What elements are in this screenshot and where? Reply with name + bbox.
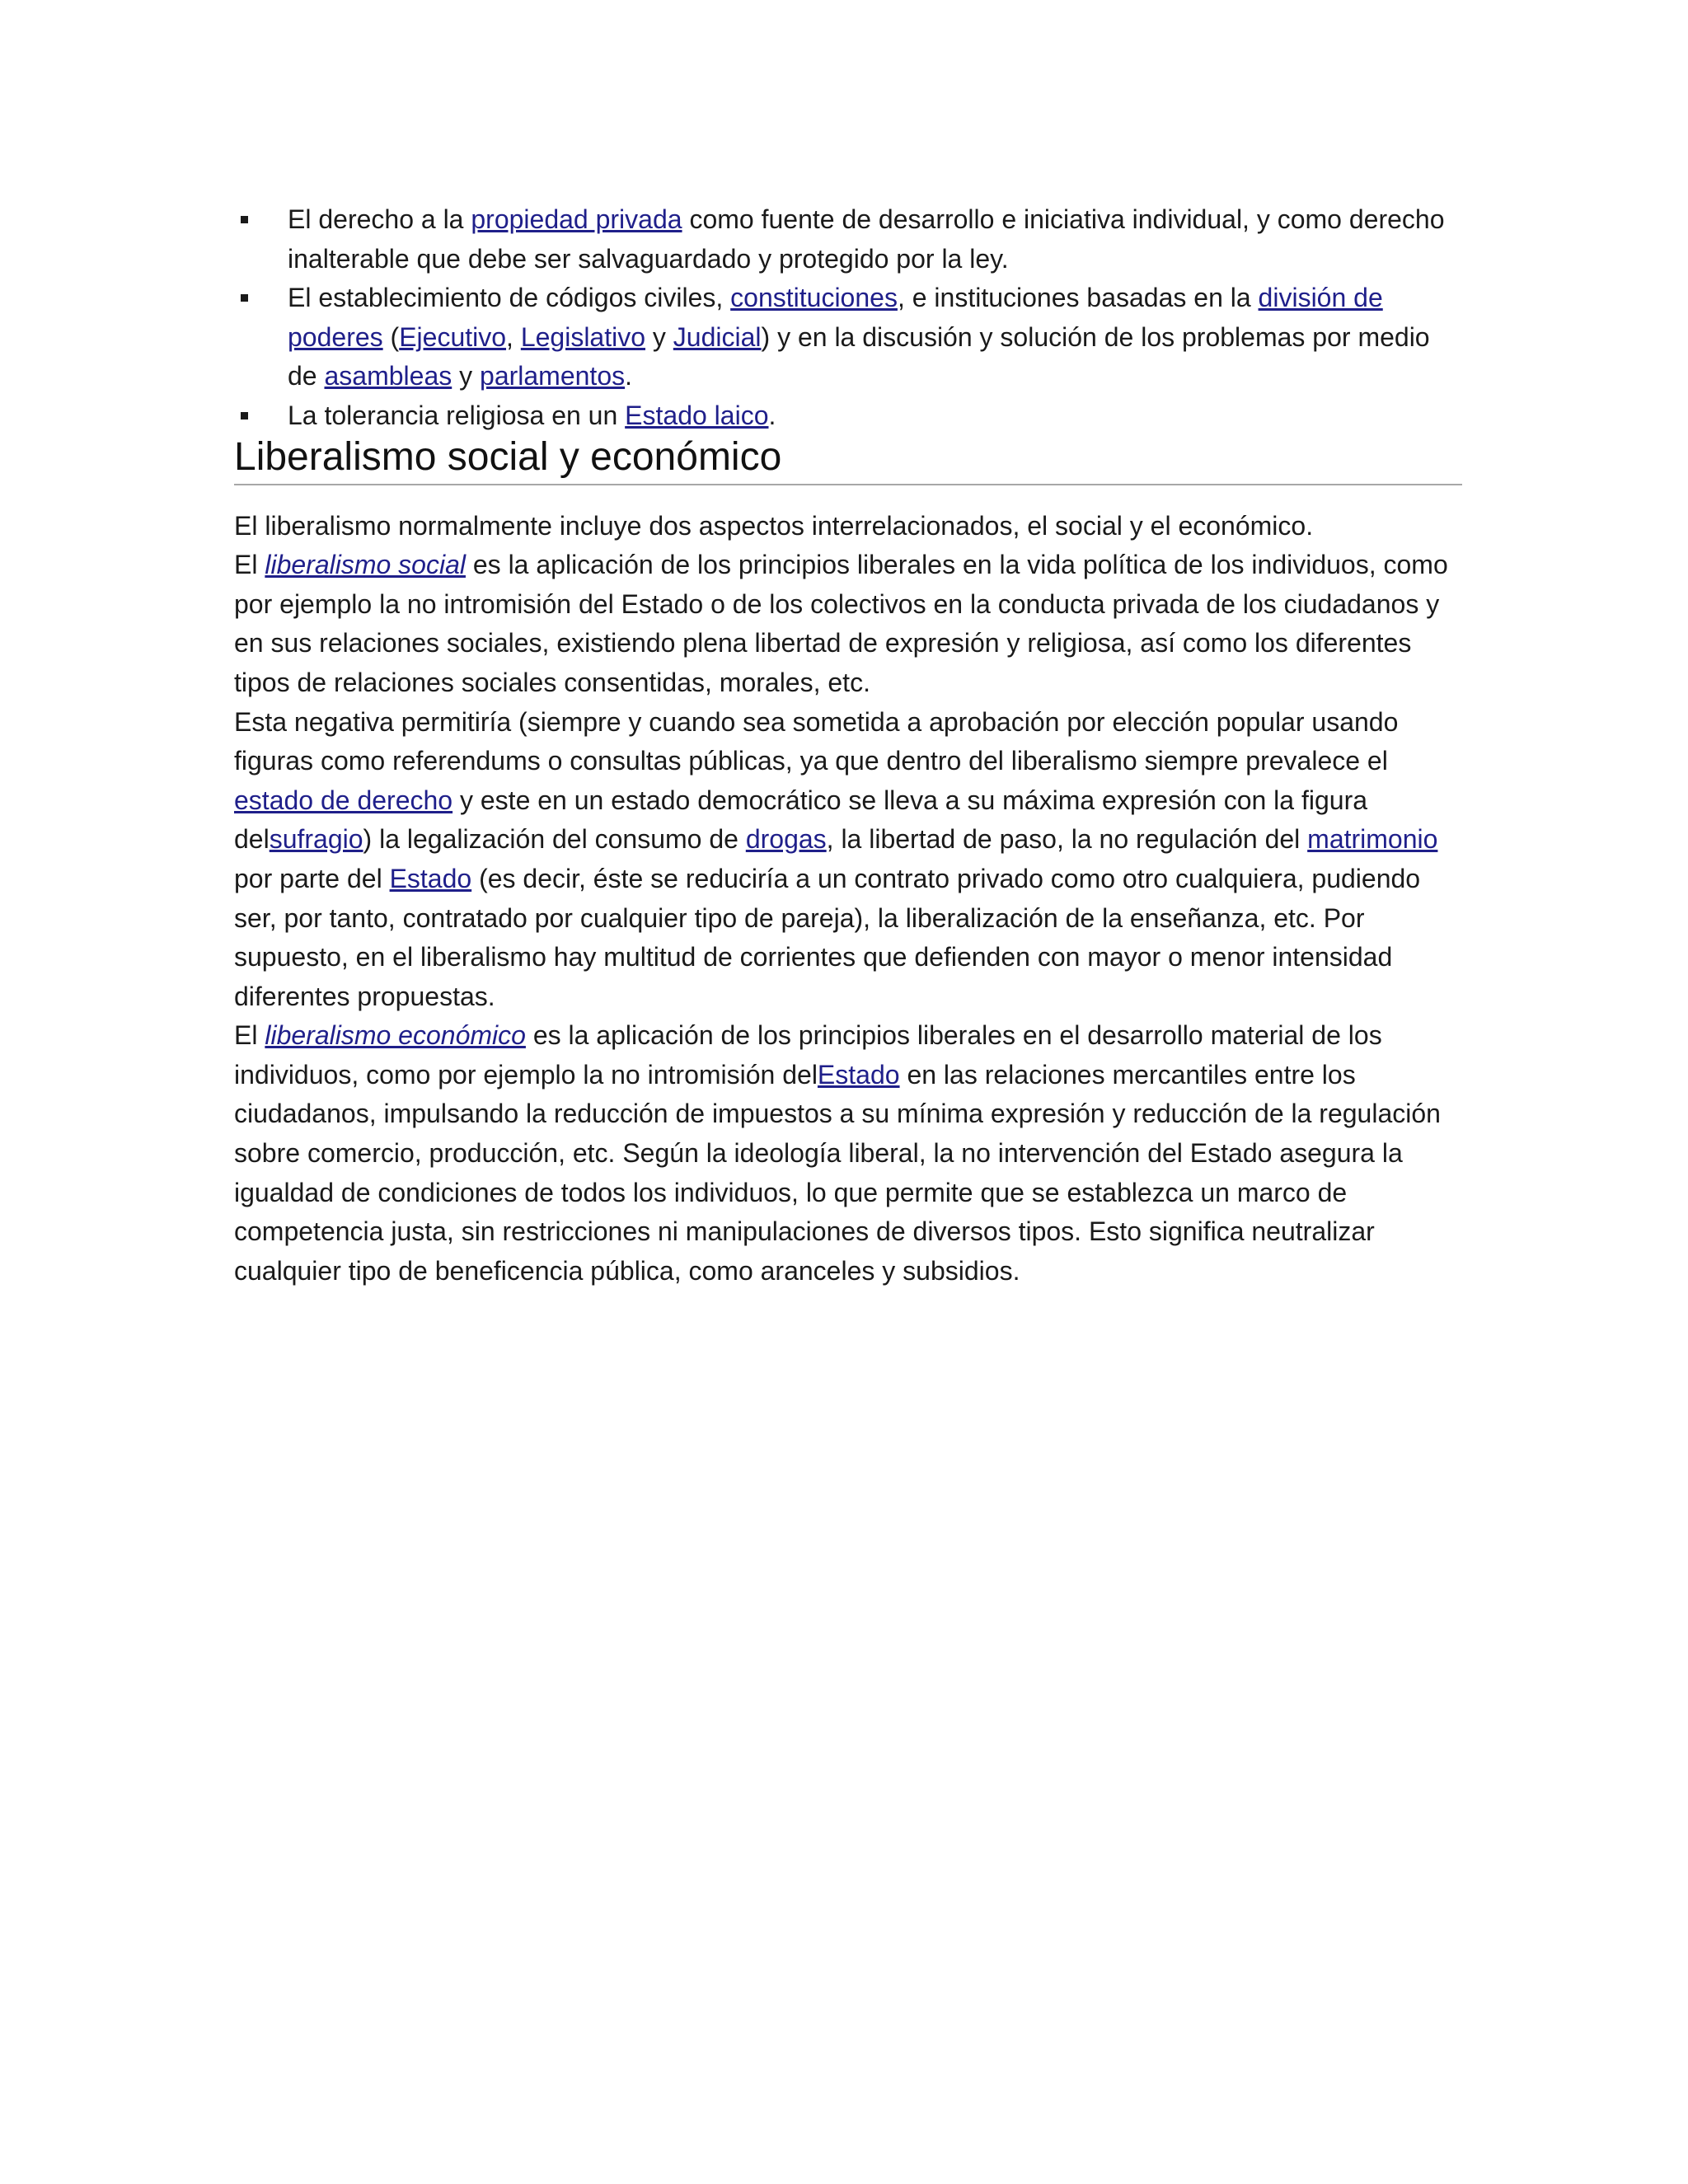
text-run: en las relaciones mercantiles entre los ciudadanos, impulsando la reducción de impuestos a su mínima expresión y reducción de la regulación sobre comercio, producción, etc. Según la ideología liberal, la no intervención del Estado asegura la igualdad de condiciones de todos los individuos, lo que permite que se establezca un marco de competencia justa, sin restricciones ni manipulaciones de diversos tipos. Esto significa neutralizar cualquier tipo de beneficencia pública, como aranceles y subsidios. (234, 1059, 1441, 1286)
text-run: , la libertad de paso, la no regulación del (826, 824, 1308, 855)
link-estado-de-derecho[interactable]: estado de derecho (234, 785, 453, 815)
link-asambleas[interactable]: asambleas (324, 361, 452, 391)
text-run: por parte del (234, 863, 390, 893)
link-estado[interactable]: Estado (389, 863, 472, 893)
text-run: es la aplicación de los principios liberales en la vida política de los individuos, como por ejemplo la no intromisión del Estado o de los colectivos en la conducta privada de los ciudadanos y en sus relaciones sociales, existiendo plena libertad de expresión y religiosa, así como los diferentes tipos de relaciones sociales consentidas, morales, etc. (234, 550, 1448, 697)
link-estado-laico[interactable]: Estado laico (625, 400, 769, 430)
list-item (234, 200, 1459, 279)
text-run: El establecimiento de códigos civiles, (288, 283, 731, 313)
list-item-text (288, 401, 776, 430)
list-item (234, 396, 1459, 436)
text-run: El derecho a la (288, 204, 471, 234)
link-judicial[interactable]: Judicial (673, 321, 762, 352)
square-bullet-icon (241, 294, 248, 302)
square-bullet-icon (241, 216, 248, 223)
section-heading: Liberalismo social y económico (234, 436, 1462, 485)
link-legislativo[interactable]: Legislativo (520, 321, 646, 352)
link-liberalismo-economico[interactable]: liberalismo económico (265, 1020, 526, 1051)
link-parlamentos[interactable]: parlamentos (480, 361, 626, 391)
feature-list (234, 200, 1459, 436)
paragraph-economic-liberalism (234, 1016, 1459, 1291)
paragraph-negative-permission (234, 703, 1459, 1017)
text-run: El liberalismo normalmente incluye dos aspectos interrelacionados, el social y el económico. (234, 510, 1314, 541)
link-division-de-poderes[interactable]: división de poderes (288, 283, 1383, 352)
text-run: El (234, 550, 265, 580)
text-run: (es decir, éste se reduciría a un contrato privado como otro cualquiera, pudiendo ser, por tanto, contratado por cualquier tipo de pareja), la liberalización de la enseñanza, etc. Por supuesto, en el liberalismo hay multitud de corrientes que defienden con mayor o menor intensidad diferentes propuestas. (234, 863, 1421, 1011)
paragraph-intro (234, 507, 1459, 546)
text-run: ) la legalización del consumo de (363, 824, 746, 855)
text-run: El (234, 1020, 265, 1051)
link-matrimonio[interactable]: matrimonio (1307, 824, 1438, 855)
link-liberalismo-social[interactable]: liberalismo social (265, 550, 466, 580)
link-constituciones[interactable]: constituciones (730, 283, 898, 313)
list-item (234, 279, 1459, 396)
square-bullet-icon (241, 412, 248, 419)
link-sufragio[interactable]: sufragio (269, 824, 363, 855)
text-run: , e instituciones basadas en la (897, 283, 1259, 313)
heading-spacer (234, 485, 1459, 507)
text-run: ( (382, 321, 400, 352)
text-run: La tolerancia religiosa en un (288, 400, 626, 430)
link-ejecutivo[interactable]: Ejecutivo (399, 321, 507, 352)
text-run: , (506, 321, 521, 352)
text-run: y este en un estado democrático se lleva a su máxima expresión con la figura del (234, 785, 1368, 855)
text-run: como fuente de desarrollo e iniciativa individual, y como derecho inalterable que debe ser salvaguardado y protegido por la ley. (288, 204, 1445, 274)
link-drogas[interactable]: drogas (745, 824, 827, 855)
text-run: . (768, 400, 776, 430)
document-content (234, 200, 1459, 1291)
text-run: y (645, 321, 673, 352)
link-estado[interactable]: Estado (817, 1059, 900, 1090)
text-run: y (452, 361, 481, 391)
text-run: ) y en la discusión y solución de los problemas por medio de (288, 321, 1430, 391)
text-run: . (625, 361, 632, 391)
text-run: es la aplicación de los principios liberales en el desarrollo material de los individuos, como por ejemplo la no intromisión del (234, 1020, 1382, 1090)
link-propiedad-privada[interactable]: propiedad privada (471, 204, 682, 234)
list-item-text (288, 283, 1430, 391)
text-run: Esta negativa permitiría (siempre y cuando sea sometida a aprobación por elección popular usando figuras como referendums o consultas públicas, ya que dentro del liberalismo siempre prevalece el (234, 706, 1399, 776)
list-item-text (288, 204, 1445, 274)
paragraph-social-liberalism (234, 546, 1459, 702)
